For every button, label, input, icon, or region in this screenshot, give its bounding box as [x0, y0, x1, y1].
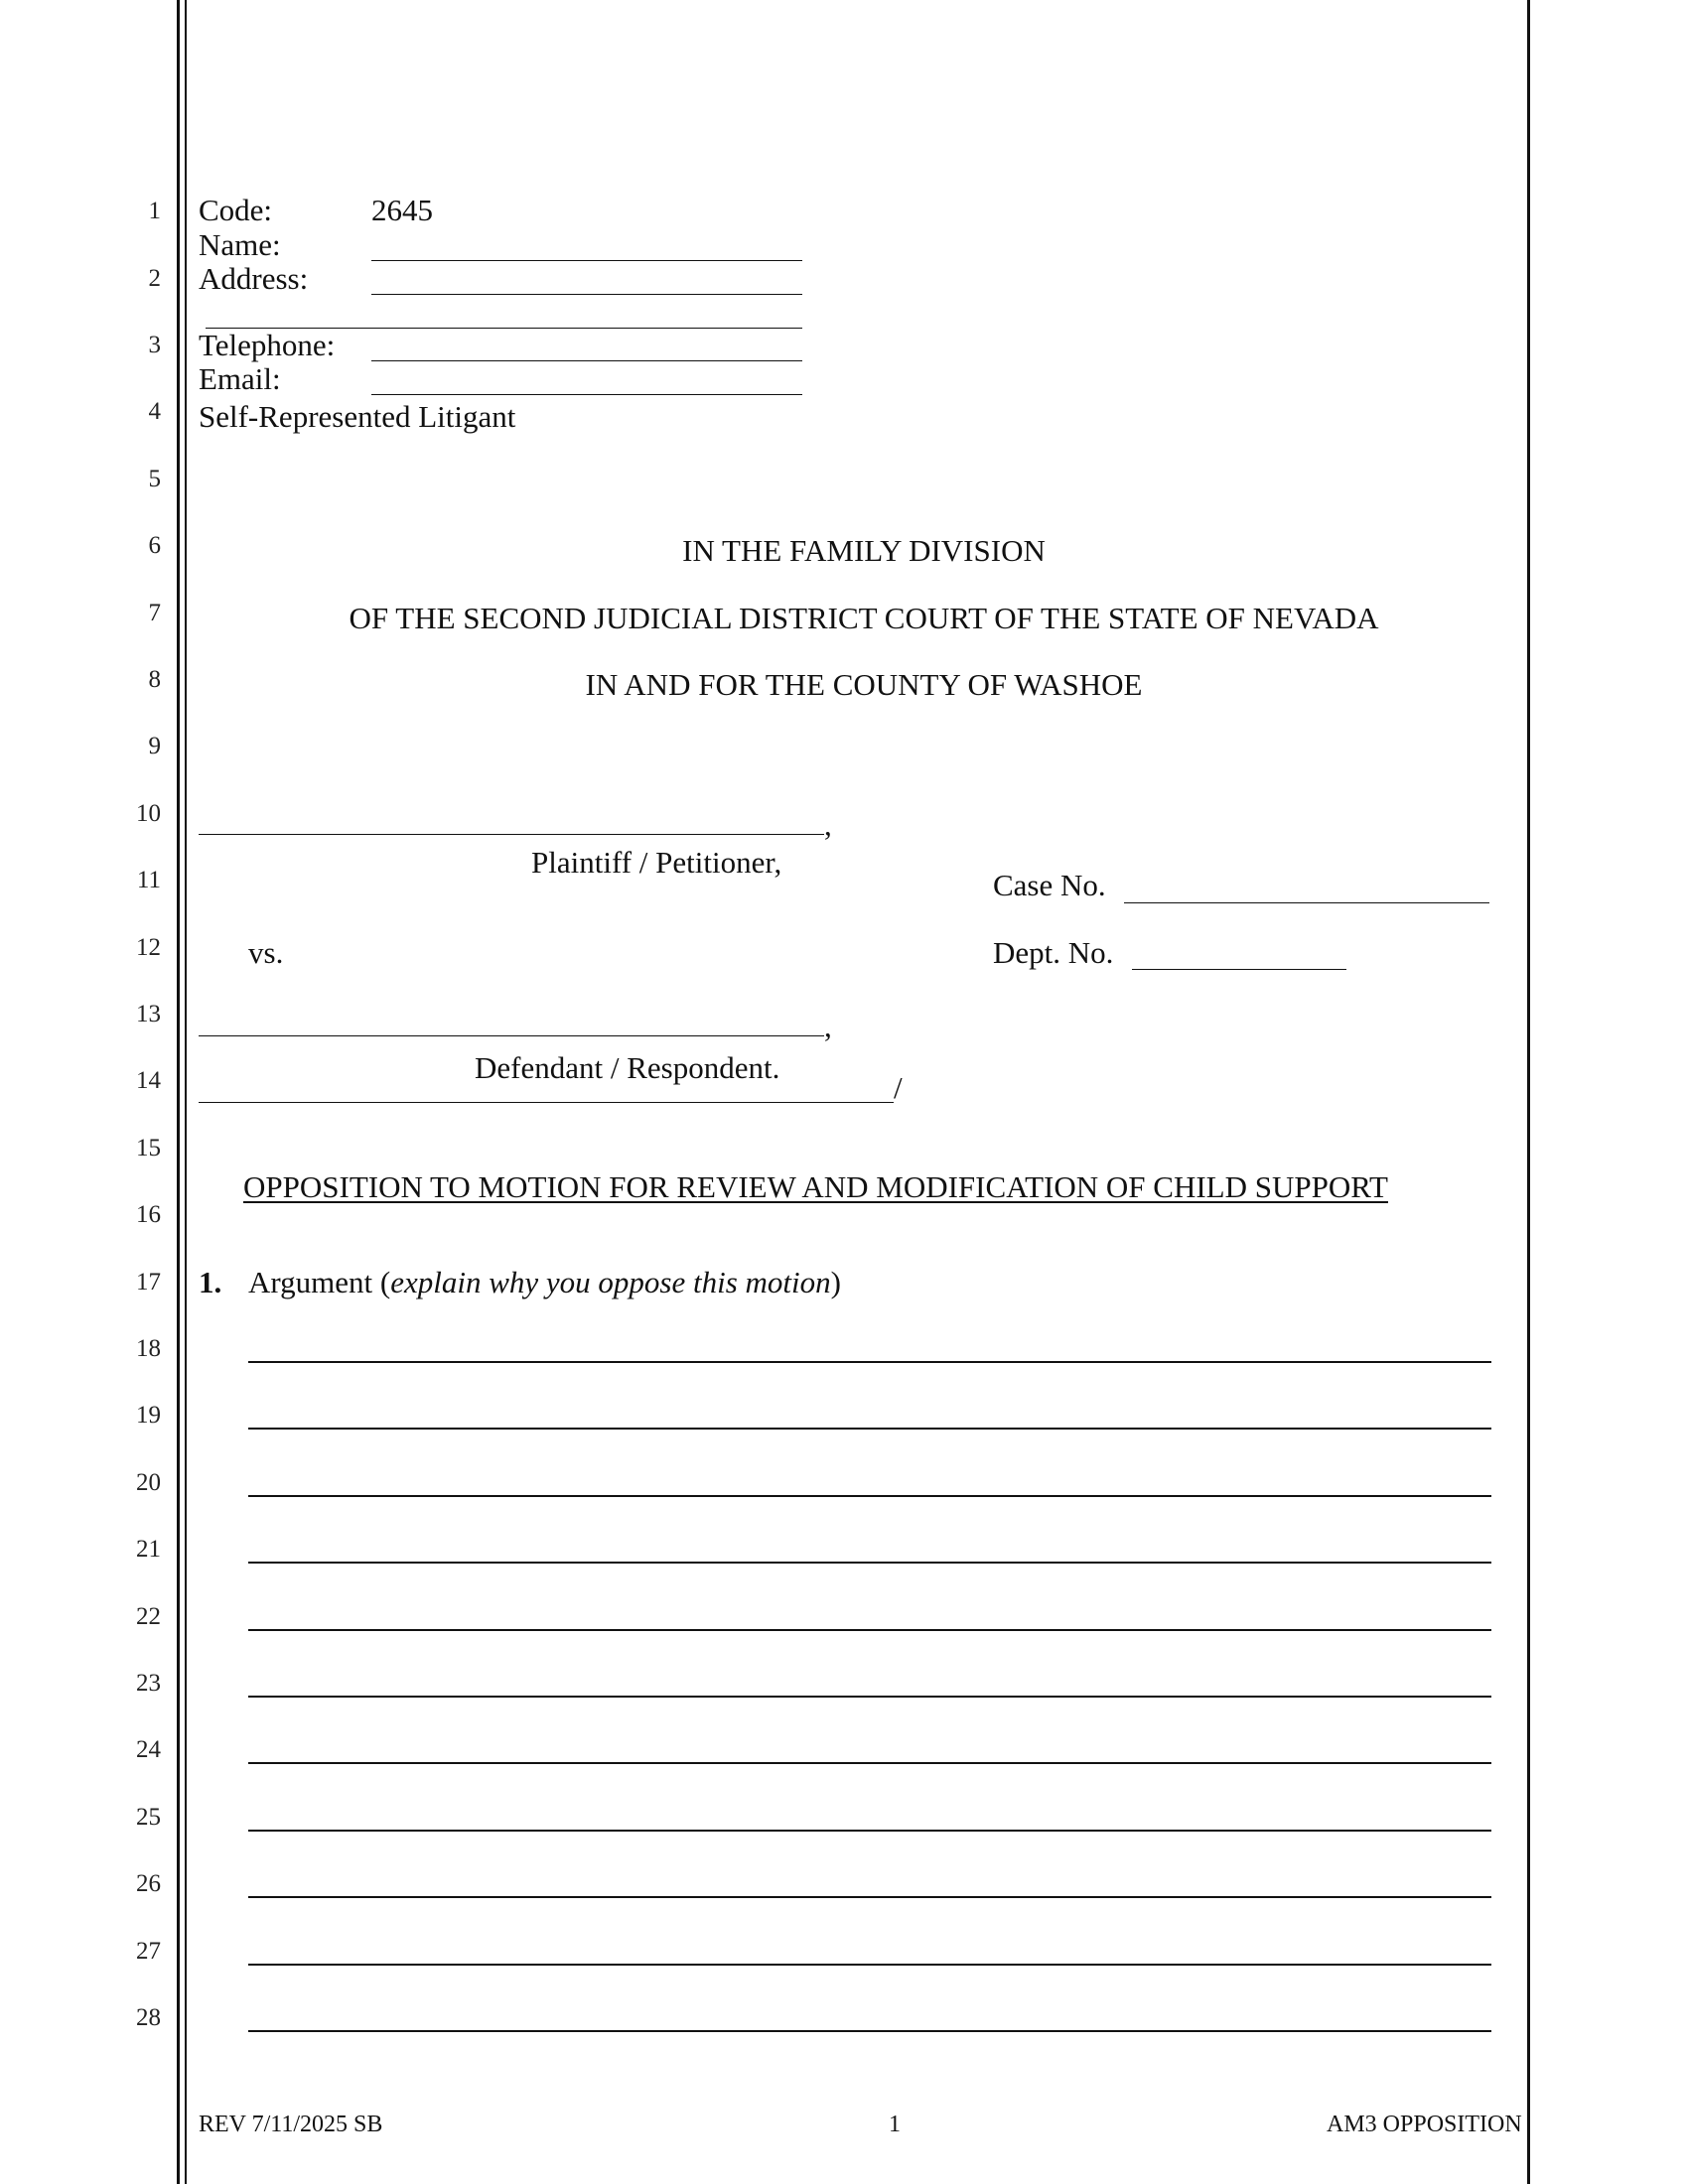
line-number: 23 — [136, 1670, 161, 1697]
left-border-inner — [185, 0, 187, 2184]
left-border-outer — [177, 0, 180, 2184]
line-number: 27 — [136, 1938, 161, 1965]
dept-no-field[interactable] — [1132, 969, 1346, 970]
right-border — [1527, 0, 1530, 2184]
section-label: Argument ( — [248, 1265, 391, 1299]
footer-page-number: 1 — [889, 2112, 901, 2137]
code-value: 2645 — [371, 193, 433, 227]
line-number: 11 — [136, 867, 161, 893]
line-number: 21 — [136, 1536, 161, 1563]
argument-line[interactable] — [248, 1629, 1491, 1631]
telephone-label: Telephone: — [199, 328, 336, 362]
line-number: 1 — [148, 198, 161, 224]
case-no-label: Case No. — [993, 868, 1106, 902]
dept-no-label: Dept. No. — [993, 935, 1114, 970]
line-number: 2 — [148, 265, 161, 292]
plaintiff-name-field[interactable] — [199, 834, 824, 835]
vs-label: vs. — [248, 935, 284, 970]
name-label: Name: — [199, 227, 281, 262]
defendant-comma: , — [824, 1009, 832, 1043]
line-number: 4 — [148, 398, 161, 425]
defendant-name-field[interactable] — [199, 1035, 824, 1036]
footer-revision: REV 7/11/2025 SB — [199, 2112, 383, 2137]
section-number: 1. — [199, 1265, 222, 1299]
code-label: Code: — [199, 193, 273, 227]
section-heading — [248, 1267, 841, 1297]
line-number: 17 — [136, 1269, 161, 1296]
line-number: 12 — [136, 934, 161, 961]
court-line-1: IN THE FAMILY DIVISION — [682, 533, 1046, 568]
telephone-field[interactable] — [371, 360, 802, 361]
section-close: ) — [830, 1265, 841, 1299]
argument-line[interactable] — [248, 1562, 1491, 1564]
line-number: 8 — [148, 666, 161, 693]
section-hint: explain why you oppose this motion — [390, 1265, 831, 1299]
plaintiff-comma: , — [824, 807, 832, 842]
address-label: Address: — [199, 261, 309, 296]
line-number: 10 — [136, 800, 161, 827]
line-number: 9 — [148, 733, 161, 759]
name-field[interactable] — [371, 260, 802, 261]
line-number: 15 — [136, 1135, 161, 1161]
argument-line[interactable] — [248, 1830, 1491, 1832]
email-field[interactable] — [371, 394, 802, 395]
argument-line[interactable] — [248, 1696, 1491, 1698]
document-title: OPPOSITION TO MOTION FOR REVIEW AND MODIFICATION OF CHILD SUPPORT — [243, 1169, 1388, 1204]
line-number: 14 — [136, 1067, 161, 1094]
line-number: 6 — [148, 532, 161, 559]
line-number: 26 — [136, 1870, 161, 1897]
line-number: 5 — [148, 466, 161, 492]
line-number: 20 — [136, 1469, 161, 1496]
line-number: 25 — [136, 1804, 161, 1831]
court-line-2: OF THE SECOND JUDICIAL DISTRICT COURT OF THE STATE OF NEVADA — [349, 601, 1379, 635]
argument-line[interactable] — [248, 1964, 1491, 1966]
address-field[interactable] — [371, 294, 802, 295]
argument-line[interactable] — [248, 1428, 1491, 1430]
argument-line[interactable] — [248, 1762, 1491, 1764]
line-number: 7 — [148, 600, 161, 626]
defendant-label: Defendant / Respondent. — [475, 1050, 780, 1085]
argument-line[interactable] — [248, 1361, 1491, 1363]
argument-line[interactable] — [248, 1896, 1491, 1898]
line-number: 22 — [136, 1603, 161, 1630]
argument-line[interactable] — [248, 2030, 1491, 2032]
line-number: 24 — [136, 1736, 161, 1763]
case-no-field[interactable] — [1124, 902, 1489, 903]
caption-bottom-rule — [199, 1102, 894, 1103]
line-number: 18 — [136, 1335, 161, 1362]
email-label: Email: — [199, 361, 281, 396]
footer-form-id: AM3 OPPOSITION — [1327, 2112, 1522, 2137]
litigant-status: Self-Represented Litigant — [199, 399, 516, 434]
line-number: 13 — [136, 1001, 161, 1027]
line-number: 16 — [136, 1201, 161, 1228]
line-number: 3 — [148, 332, 161, 358]
argument-line[interactable] — [248, 1495, 1491, 1497]
court-line-3: IN AND FOR THE COUNTY OF WASHOE — [585, 667, 1143, 702]
line-number: 28 — [136, 2004, 161, 2031]
caption-slash: / — [894, 1070, 903, 1105]
line-number: 19 — [136, 1402, 161, 1429]
plaintiff-label: Plaintiff / Petitioner, — [531, 845, 782, 880]
